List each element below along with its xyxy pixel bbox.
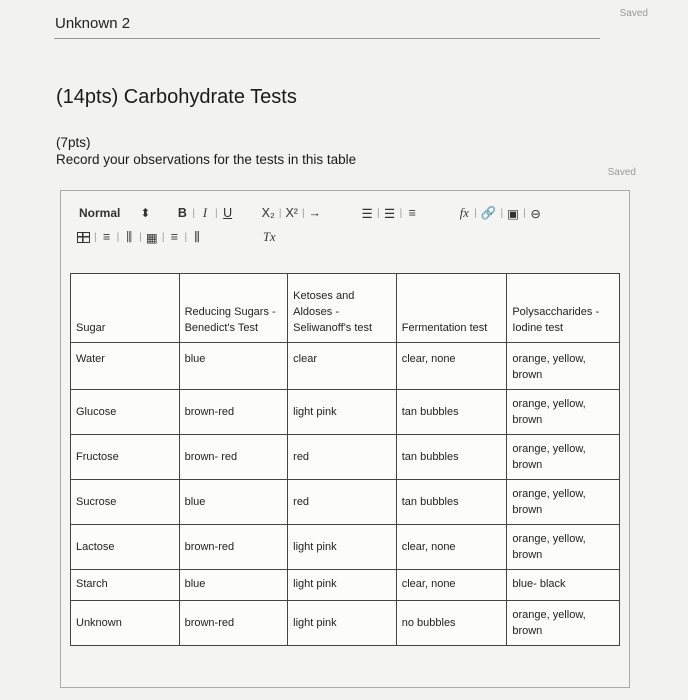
instruction-text: Record your observations for the tests in this table — [56, 152, 357, 167]
unknown-label: Unknown 2 — [55, 15, 131, 32]
embed-icon[interactable]: ⊖ — [530, 206, 541, 221]
divider — [54, 38, 600, 39]
table-row — [71, 390, 620, 435]
bold-button[interactable]: B — [177, 206, 187, 220]
insert-column-icon[interactable]: ⫼ — [126, 229, 133, 244]
delete-table-icon[interactable]: ▦ — [145, 230, 158, 245]
table-icon[interactable] — [75, 228, 92, 246]
superscript-button[interactable]: X² — [285, 206, 298, 220]
table-cell[interactable]: Glucose — [71, 390, 180, 435]
table-cell[interactable]: red — [288, 435, 397, 480]
table-cell[interactable]: no bubbles — [396, 601, 507, 646]
select-arrows-icon[interactable]: ⬍ — [140, 206, 151, 220]
editor-toolbar-row-2 — [75, 227, 278, 247]
table-cell[interactable]: clear — [288, 343, 397, 390]
table-cell[interactable]: red — [288, 480, 397, 525]
table-cell[interactable]: orange, yellow, brown — [507, 390, 620, 435]
toolbar-separator: | — [116, 231, 120, 243]
table-cell[interactable]: Water — [71, 343, 180, 390]
toolbar-separator: | — [278, 207, 282, 219]
toolbar-separator: | — [474, 207, 477, 219]
points-label: (7pts) — [56, 135, 91, 150]
toolbar-separator: | — [377, 207, 380, 219]
table-cell[interactable]: Lactose — [71, 525, 180, 570]
editor-toolbar-row-1 — [79, 203, 544, 223]
delete-column-icon[interactable]: ⫼ — [194, 229, 200, 244]
table-cell[interactable]: orange, yellow, brown — [507, 601, 620, 646]
table-cell[interactable]: brown-red — [179, 390, 288, 435]
table-cell[interactable]: light pink — [288, 570, 397, 601]
toolbar-separator: | — [192, 207, 196, 219]
table-cell[interactable]: blue — [179, 480, 288, 525]
insert-row-icon[interactable]: ≡ — [102, 230, 111, 244]
header-cell[interactable]: Ketoses and Aldoses - Seliwanoff's test — [288, 274, 397, 343]
table-cell[interactable]: tan bubbles — [396, 435, 507, 480]
table-cell[interactable]: tan bubbles — [396, 480, 507, 525]
table-cell[interactable]: tan bubbles — [396, 390, 507, 435]
observations-table[interactable] — [70, 273, 620, 646]
insert-link-arrow-icon[interactable]: → — [308, 206, 322, 220]
table-cell[interactable]: clear, none — [396, 525, 507, 570]
table-cell[interactable]: Starch — [71, 570, 180, 601]
toolbar-separator: | — [161, 231, 165, 243]
clear-format-icon[interactable]: Tx — [263, 229, 276, 244]
table-cell[interactable]: orange, yellow, brown — [507, 525, 620, 570]
table-cell[interactable]: blue- black — [507, 570, 620, 601]
table-cell[interactable]: orange, yellow, brown — [507, 343, 620, 390]
table-header-row — [71, 274, 620, 343]
table-row — [71, 343, 620, 390]
saved-status: Saved — [607, 167, 636, 178]
toolbar-separator: | — [215, 207, 218, 219]
toolbar-separator: | — [94, 231, 97, 243]
table-cell[interactable]: brown- red — [179, 435, 288, 480]
table-cell[interactable]: light pink — [288, 390, 397, 435]
table-cell[interactable]: light pink — [288, 601, 397, 646]
header-cell[interactable]: Reducing Sugars - Benedict's Test — [179, 274, 288, 343]
table-row — [71, 525, 620, 570]
table-cell[interactable]: brown-red — [179, 601, 288, 646]
table-row — [71, 601, 620, 646]
table-cell[interactable]: Fructose — [71, 435, 180, 480]
underline-button[interactable]: U — [223, 206, 233, 220]
toolbar-separator: | — [184, 231, 188, 243]
align-icon[interactable]: ≡ — [408, 206, 416, 220]
delete-row-icon[interactable]: ≡ — [170, 230, 179, 244]
table-cell[interactable]: orange, yellow, brown — [507, 480, 620, 525]
table-cell[interactable]: Sucrose — [71, 480, 180, 525]
header-cell[interactable]: Sugar — [71, 274, 180, 343]
image-icon[interactable]: ▣ — [507, 206, 519, 221]
toolbar-separator: | — [523, 207, 526, 219]
paragraph-style-select[interactable]: Normal — [79, 206, 121, 220]
table-cell[interactable]: brown-red — [179, 525, 288, 570]
table-cell[interactable]: clear, none — [396, 570, 507, 601]
table-cell[interactable]: blue — [179, 570, 288, 601]
saved-status-top: Saved — [619, 8, 648, 19]
table-cell[interactable]: orange, yellow, brown — [507, 435, 620, 480]
table-row — [71, 570, 620, 601]
table-cell[interactable]: Unknown — [71, 601, 180, 646]
toolbar-separator: | — [301, 207, 305, 219]
bullet-list-icon[interactable]: ☰ — [384, 206, 396, 221]
toolbar-separator: | — [500, 207, 504, 219]
table-row — [71, 435, 620, 480]
header-cell[interactable]: Polysaccharides - Iodine test — [507, 274, 620, 343]
link-icon[interactable]: 🔗 — [480, 205, 497, 220]
toolbar-separator: | — [139, 231, 142, 243]
rich-text-editor[interactable] — [60, 190, 630, 688]
table-cell[interactable]: clear, none — [396, 343, 507, 390]
toolbar-separator: | — [399, 207, 403, 219]
italic-button[interactable]: I — [202, 205, 208, 220]
table-row — [71, 480, 620, 525]
section-title: (14pts) Carbohydrate Tests — [56, 86, 297, 108]
ordered-list-icon[interactable]: ☰ — [361, 206, 373, 221]
table-cell[interactable]: light pink — [288, 525, 397, 570]
table-cell[interactable]: blue — [179, 343, 288, 390]
header-cell[interactable]: Fermentation test — [396, 274, 507, 343]
formula-icon[interactable]: fx — [459, 205, 469, 220]
subscript-button[interactable]: X₂ — [261, 206, 275, 220]
